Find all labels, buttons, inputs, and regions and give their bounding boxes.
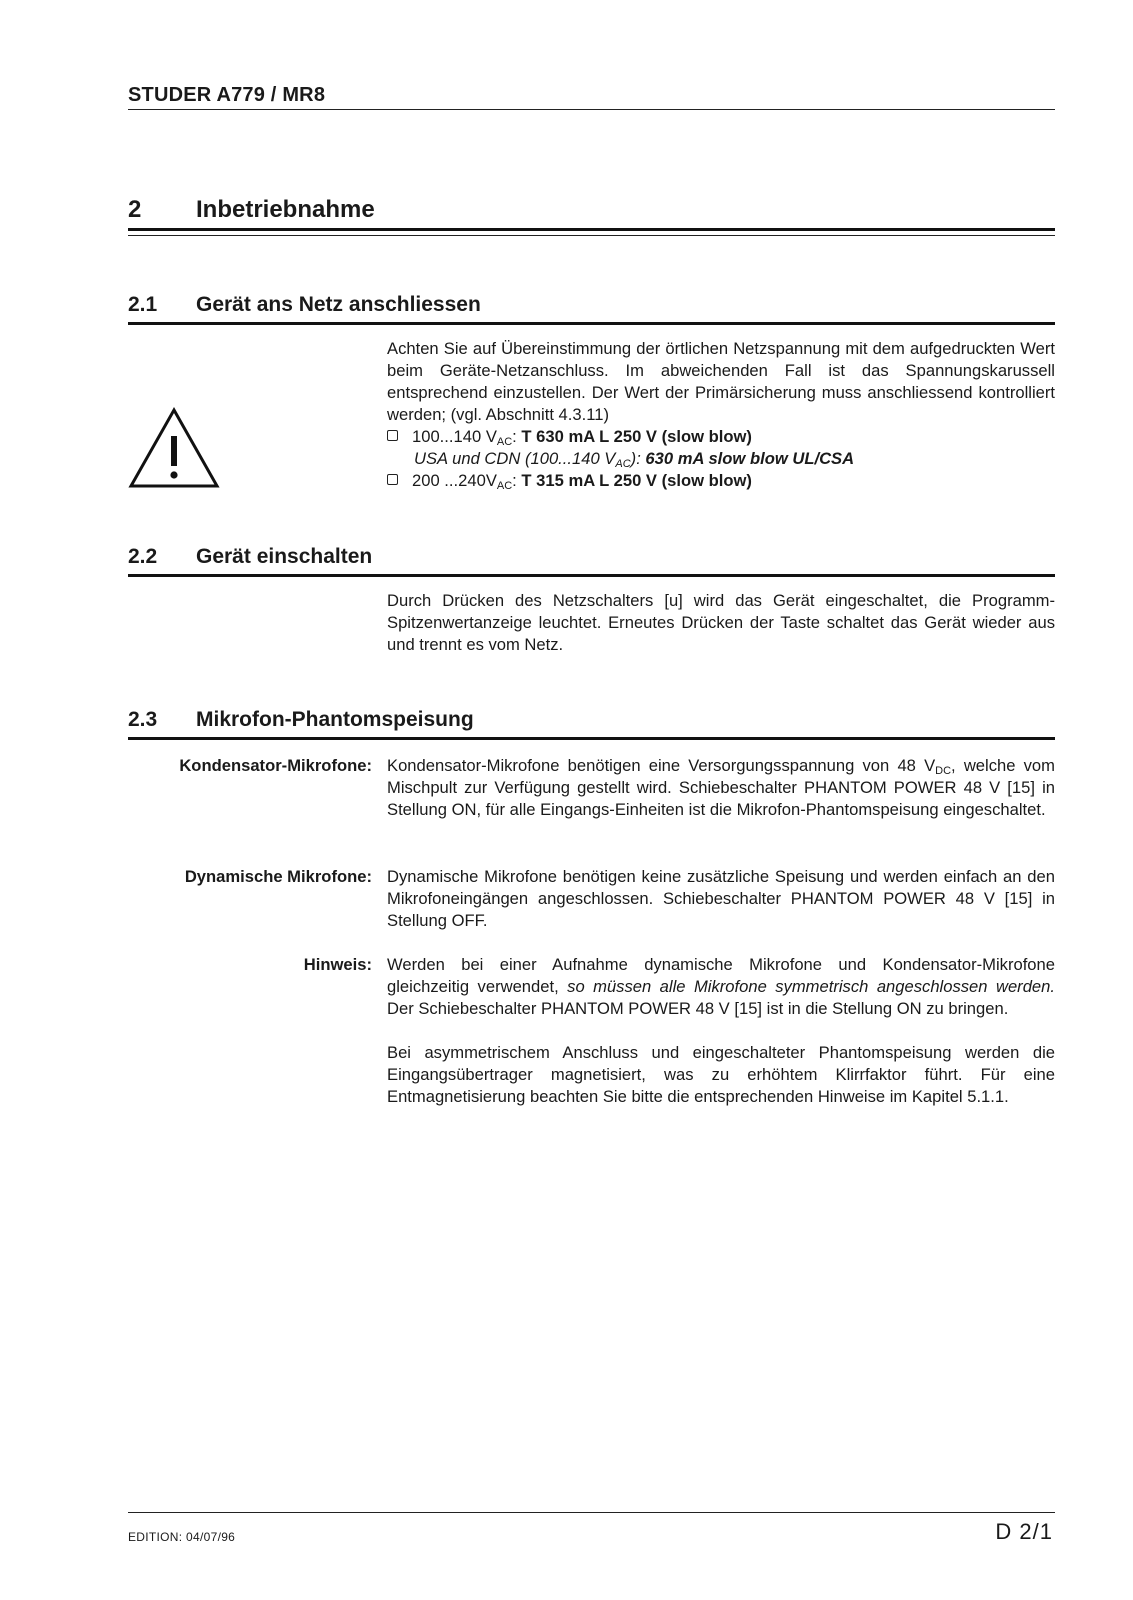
section-2-2-title: Gerät einschalten xyxy=(196,545,373,568)
header-rule xyxy=(128,109,1055,110)
fuse-list-item-1 xyxy=(387,426,752,448)
footer-rule xyxy=(128,1512,1055,1513)
chapter-number: 2 xyxy=(128,196,142,223)
dynamisch-paragraph: Dynamische Mikrofone benötigen keine zusätzliche Speisung und werden einfach an den Mikrofoneingängen angeschlossen. Schiebeschalter PHANTOM POWER 48 V [15] in Stellung OFF. xyxy=(387,867,1055,930)
section-2-1-heading xyxy=(128,293,481,317)
fuse-item-2-range: 200 ...240V xyxy=(412,471,497,490)
kondensator-text-b: , welche vom Mischpult zur Verfügung gestellt wird. Schiebeschalter PHANTOM POWER 48 V [15] in Stellung ON, für alle Eingangs-Einheiten ist die Mikrofon-Phantomspeisung eingeschaltet. xyxy=(387,756,1055,819)
hinweis-paragraph-2: Bei asymmetrischem Anschluss und eingeschalteter Phantomspeisung werden die Eingangsübertrager magnetisiert, was zu erhöhtem Klirrfaktor führt. Für eine Entmagnetisierung beachten Sie bitte die entsprechenden Hinweise im Kapitel 5.1.1. xyxy=(387,1043,1055,1106)
chapter-rule-thin xyxy=(128,235,1055,236)
checkbox-bullet-icon xyxy=(387,474,398,485)
fuse-item-2-sub: AC xyxy=(496,480,513,492)
section-2-3-heading xyxy=(128,708,474,732)
section-2-2-rule xyxy=(128,574,1055,577)
section-2-3-rule xyxy=(128,737,1055,740)
section-2-1-title: Gerät ans Netz anschliessen xyxy=(196,293,481,316)
section-2-2-number: 2.2 xyxy=(128,545,158,568)
kondensator-text-a: Kondensator-Mikrofone benötigen eine Versorgungsspannung von 48 V xyxy=(387,756,936,775)
kondensator-sub: DC xyxy=(935,765,952,777)
dynamisch-label: Dynamische Mikrofone: xyxy=(184,867,372,886)
fuse-item-1-value: T 630 mA L 250 V (slow blow) xyxy=(521,427,752,446)
fuse-note-sub: AC xyxy=(615,458,631,470)
fuse-item-2-colon: : xyxy=(512,471,522,490)
hinweis-text-b: Der Schiebeschalter PHANTOM POWER 48 V [15] ist in die Stellung ON zu bringen. xyxy=(387,999,1009,1018)
fuse-item-1-range: 100...140 V xyxy=(412,427,497,446)
hinweis-paragraph xyxy=(387,954,1055,1020)
section-2-3-title: Mikrofon-Phantomspeisung xyxy=(196,708,474,731)
section-2-1-paragraph: Achten Sie auf Übereinstimmung der örtlichen Netzspannung mit dem aufgedruckten Wert beim Geräte-Netzanschluss. Im abweichenden Fall ist das Spannungskarussell entsprechend einzustellen. Der Wert der Primärsicherung muss anschliessend kontrolliert werden; (vgl. Abschnitt 4.3.11) xyxy=(387,339,1055,424)
fuse-item-1-colon: : xyxy=(512,427,522,446)
hinweis-label: Hinweis: xyxy=(303,955,372,974)
fuse-item-2-value: T 315 mA L 250 V (slow blow) xyxy=(521,471,752,490)
footer-edition: EDITION: 04/07/96 xyxy=(128,1530,236,1544)
hinweis-text-a: Werden bei einer Aufnahme dynamische Mikrofone und Kondensator-Mikrofone gleichzeitig verwendet, xyxy=(387,955,1055,996)
chapter-heading xyxy=(128,196,375,224)
fuse-list-note xyxy=(414,448,854,470)
footer-page-number: D 2/1 xyxy=(995,1519,1053,1544)
fuse-note-suffix: ): xyxy=(630,449,646,468)
hinweis-text-italic: so müssen alle Mikrofone symmetrisch angeschlossen werden. xyxy=(567,977,1055,996)
section-2-1-rule xyxy=(128,322,1055,325)
page-header-title: STUDER A779 / MR8 xyxy=(128,84,326,106)
chapter-title: Inbetriebnahme xyxy=(196,196,375,223)
fuse-note-value: 630 mA slow blow UL/CSA xyxy=(645,449,855,468)
kondensator-label: Kondensator-Mikrofone: xyxy=(179,756,372,775)
chapter-rule-thick xyxy=(128,228,1055,231)
fuse-list-item-2 xyxy=(387,470,752,492)
fuse-item-1-sub: AC xyxy=(496,436,513,448)
checkbox-bullet-icon xyxy=(387,430,398,441)
section-2-2-paragraph: Durch Drücken des Netzschalters [u] wird das Gerät eingeschaltet, die Programm-Spitzenwertanzeige leuchtet. Erneutes Drücken der Taste schaltet das Gerät wieder aus und trennt es vom Netz. xyxy=(387,591,1055,654)
section-2-2-heading xyxy=(128,545,373,569)
warning-triangle-icon xyxy=(128,406,220,490)
fuse-note-prefix: USA und CDN (100...140 V xyxy=(414,449,616,468)
section-2-3-number: 2.3 xyxy=(128,708,158,731)
kondensator-paragraph xyxy=(387,755,1055,821)
section-2-1-number: 2.1 xyxy=(128,293,158,316)
